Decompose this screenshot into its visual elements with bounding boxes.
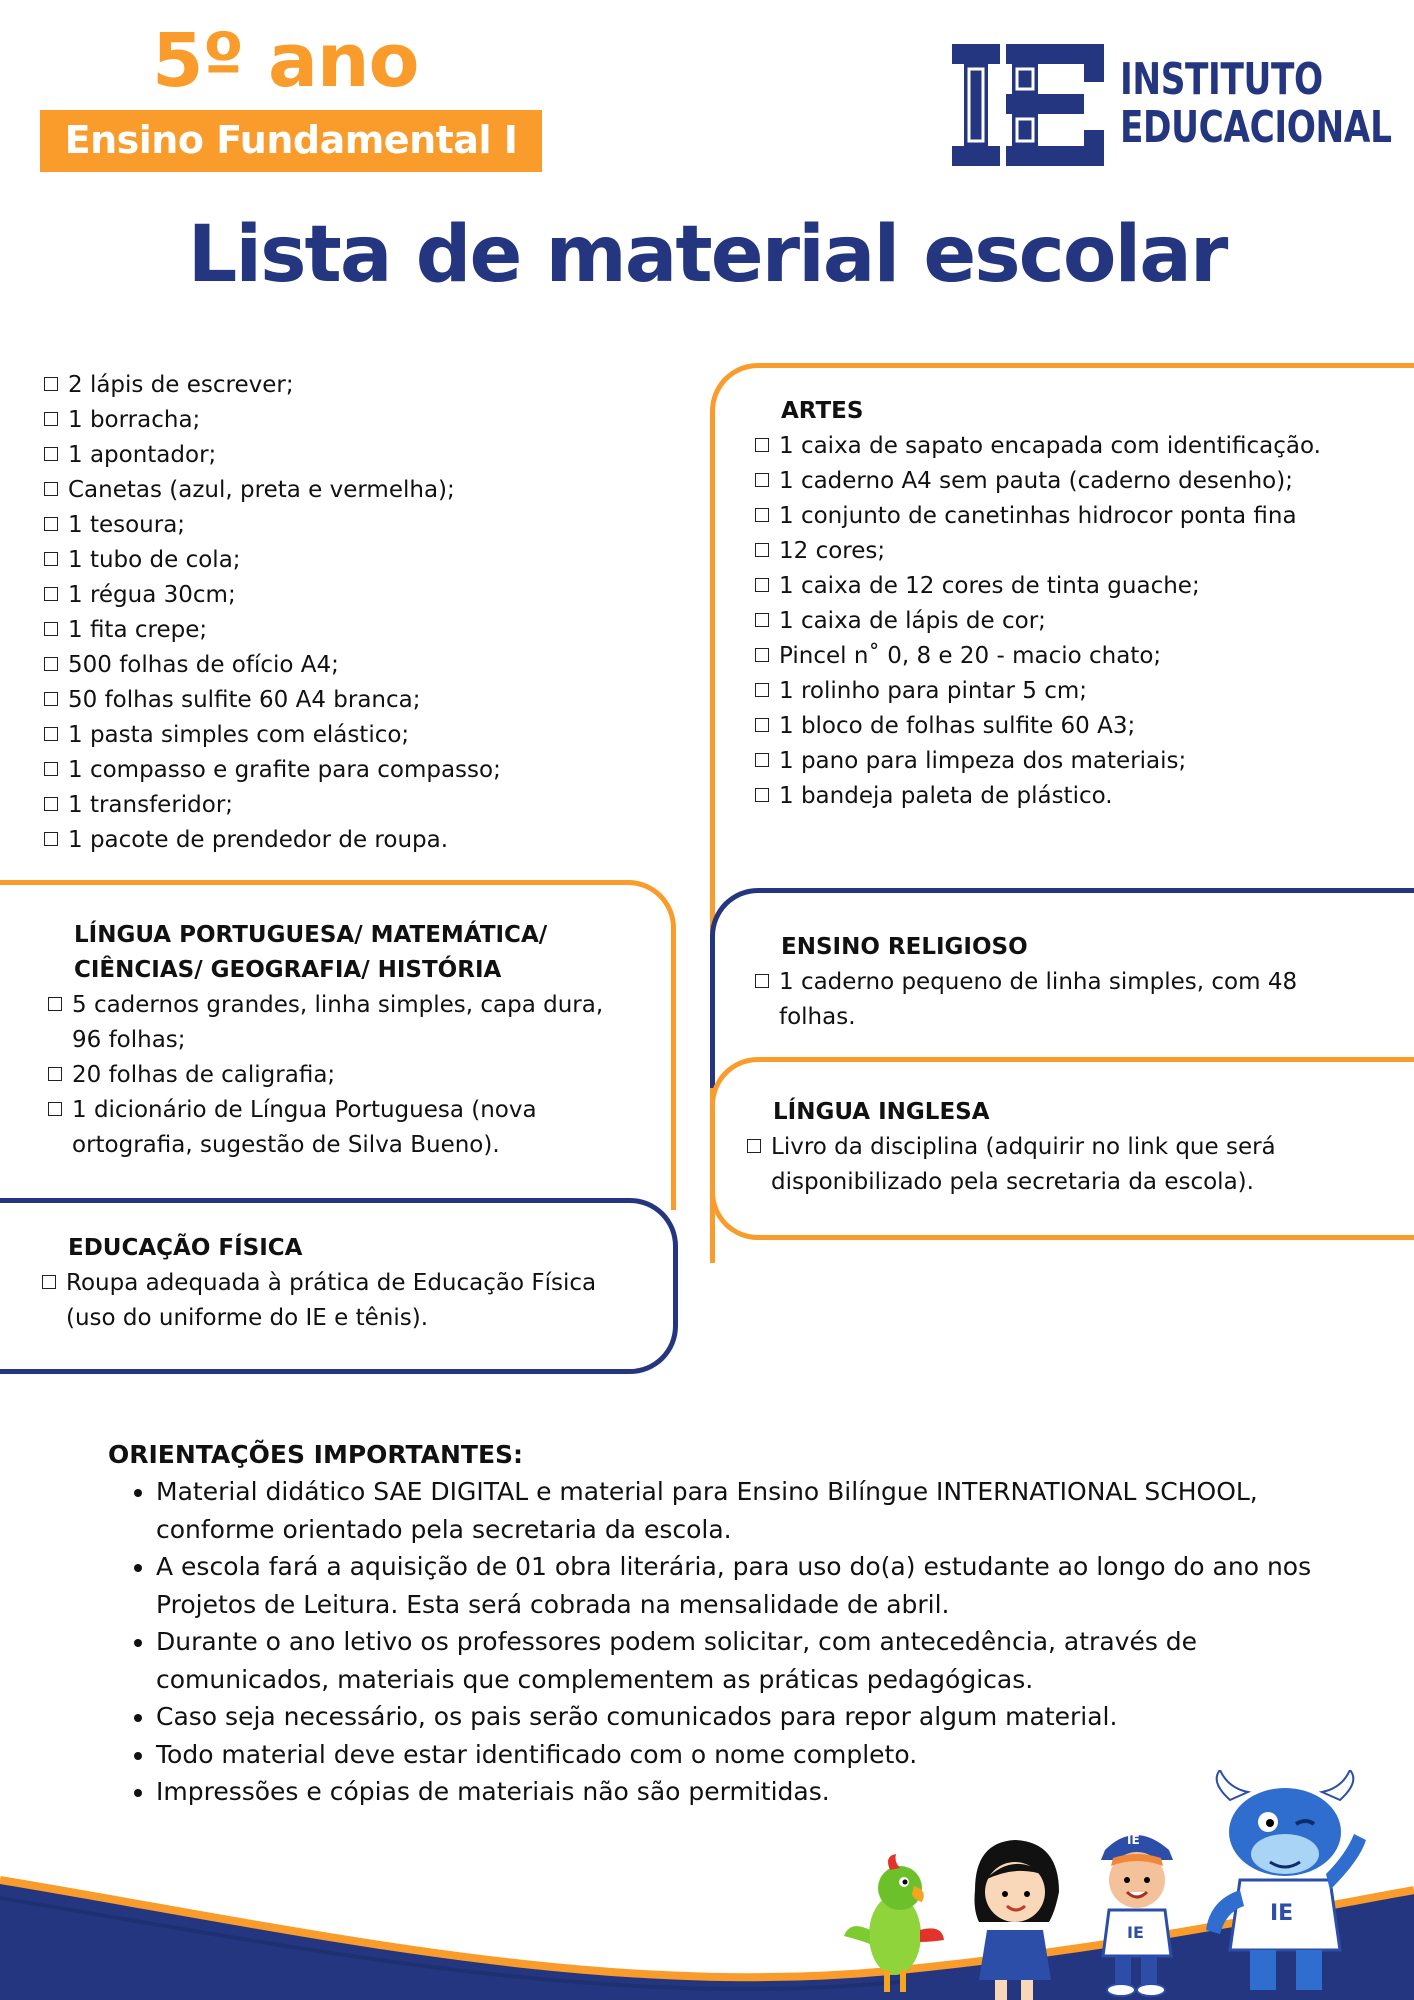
list-item: 1 apontador; (42, 438, 682, 473)
list-item: 1 pasta simples com elástico; (42, 718, 682, 753)
logo-text-line2: EDUCACIONAL (1120, 102, 1392, 153)
list-item: 1 tubo de cola; (42, 543, 682, 578)
list-item: 500 folhas de ofício A4; (42, 648, 682, 683)
list-item: • Material didático SAE DIGITAL e material para Ensino Bilíngue INTERNATIONAL SCHOOL, conforme orientado pela secretaria da escola. (156, 1473, 1328, 1548)
list-item: Roupa adequada à prática de Educação Física (uso do uniforme do IE e tênis). (40, 1266, 600, 1336)
list-item: 1 borracha; (42, 403, 682, 438)
list-item: Pincel n˚ 0, 8 e 20 - macio chato; (753, 639, 1403, 674)
portugues-title: LÍNGUA PORTUGUESA/ MATEMÁTICA/ CIÊNCIAS/ GEOGRAFIA/ HISTÓRIA (74, 922, 548, 983)
logo-text-line1: INSTITUTO (1120, 54, 1323, 105)
list-item: 1 pano para limpeza dos materiais; (753, 744, 1403, 779)
list-item: 1 transferidor; (42, 788, 682, 823)
list-item: 1 rolinho para pintar 5 cm; (753, 674, 1403, 709)
boy-mascot-icon (1075, 1810, 1195, 2000)
list-item: 20 folhas de caligrafia; (46, 1058, 606, 1093)
list-item: 1 dicionário de Língua Portuguesa (nova ortografia, sugestão de Silva Bueno). (46, 1093, 606, 1163)
artes-section (753, 394, 1403, 814)
list-item: 12 cores; (753, 534, 1403, 569)
grade-heading: 5º ano (152, 18, 419, 104)
list-item: Livro da disciplina (adquirir no link que será disponibilizado pela secretaria da escola). (745, 1130, 1345, 1200)
list-item: Canetas (azul, preta e vermelha); (42, 473, 682, 508)
list-item: 1 caderno pequeno de linha simples, com 48 folhas. (753, 965, 1313, 1035)
svg-text:IE: IE (1270, 1901, 1294, 1926)
list-item: 1 caderno A4 sem pauta (caderno desenho); (753, 464, 1403, 499)
list-item: 1 caixa de 12 cores de tinta guache; (753, 569, 1403, 604)
svg-text:IE: IE (1127, 1923, 1144, 1942)
list-item: 1 caixa de sapato encapada com identificação. (753, 429, 1403, 464)
list-item: • Durante o ano letivo os professores podem solicitar, com antecedência, através de comunicados, materiais que complementem as práticas pedagógicas. (156, 1623, 1328, 1698)
list-item: 1 caixa de lápis de cor; (753, 604, 1403, 639)
parrot-mascot-icon (840, 1850, 950, 2000)
list-item: 1 pacote de prendedor de roupa. (42, 823, 682, 858)
list-item: 1 compasso e grafite para compasso; (42, 753, 682, 788)
list-item: 1 bloco de folhas sulfite 60 A3; (753, 709, 1403, 744)
list-item: 1 tesoura; (42, 508, 682, 543)
list-item: • Todo material deve estar identificado com o nome completo. (156, 1736, 1328, 1774)
list-item: 5 cadernos grandes, linha simples, capa dura, 96 folhas; (46, 988, 606, 1058)
list-item: • A escola fará a aquisição de 01 obra literária, para uso do(a) estudante ao longo do ano nos Projetos de Leitura. Esta será cobrada na mensalidade de abril. (156, 1548, 1328, 1623)
bull-mascot-icon (1200, 1770, 1370, 2000)
religioso-title: ENSINO RELIGIOSO (781, 934, 1028, 960)
artes-title: ARTES (781, 398, 864, 424)
educacao-fisica-title: EDUCAÇÃO FÍSICA (68, 1235, 303, 1261)
girl-mascot-icon (955, 1830, 1075, 2000)
list-item: 1 fita crepe; (42, 613, 682, 648)
ie-logo-icon (952, 44, 1104, 166)
ingles-section (745, 1095, 1395, 1200)
portugues-section (46, 918, 606, 1163)
page-title: Lista de material escolar (187, 210, 1227, 300)
list-item: 1 conjunto de canetinhas hidrocor ponta fina (753, 499, 1403, 534)
list-item: 50 folhas sulfite 60 A4 branca; (42, 683, 682, 718)
svg-text:IE: IE (1127, 1833, 1140, 1847)
general-material-list (42, 368, 682, 858)
level-label: Ensino Fundamental I (64, 118, 518, 162)
educacao-fisica-section (40, 1231, 640, 1336)
ingles-title: LÍNGUA INGLESA (773, 1099, 990, 1125)
list-item: • Impressões e cópias de materiais não são permitidas. (156, 1773, 1328, 1811)
orientacoes-section (108, 1436, 1328, 1811)
orientacoes-title: ORIENTAÇÕES IMPORTANTES: (108, 1440, 524, 1469)
list-item: • Caso seja necessário, os pais serão comunicados para repor algum material. (156, 1698, 1328, 1736)
list-item: 1 régua 30cm; (42, 578, 682, 613)
list-item: 2 lápis de escrever; (42, 368, 682, 403)
list-item: 1 bandeja paleta de plástico. (753, 779, 1403, 814)
religioso-section (753, 930, 1393, 1035)
